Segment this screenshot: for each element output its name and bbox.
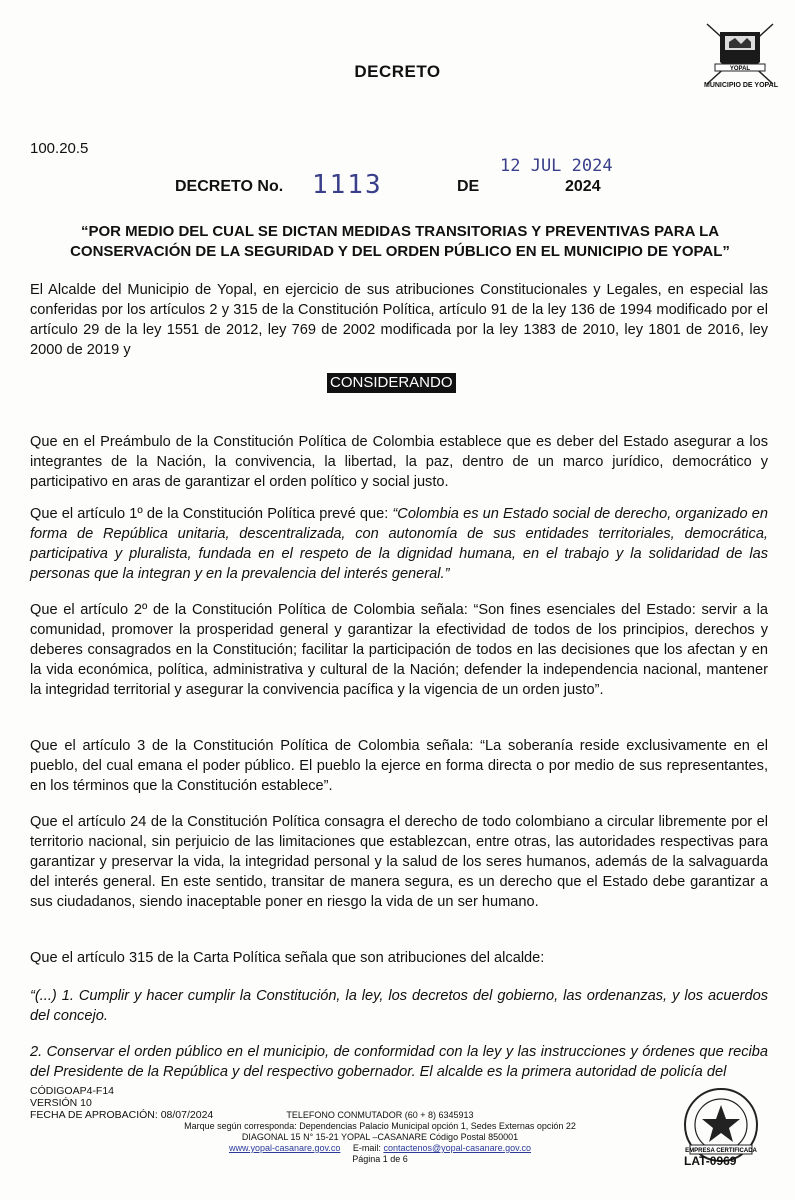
paragraph-articulo-24: Que el artículo 24 de la Constitución Política consagra el derecho de todo colombiano a circular libremente por el territorio nacional, sin perjuicio de las limitaciones que establezcan, entre otras, las autoridades respectivas para garantizar y preservar la vida, la integridad personal y la salud de los seres humanos, además de la salvaguarda del interés general. En este sentido, transitar de manera segura, es un derecho que el Estado debe garantizar a sus ciudadanos, siendo inaceptable poner en riesgo la vida de un ser humano.	[30, 814, 768, 910]
paragraph-articulo-1-lead: Que el artículo 1º de la Constitución Política prevé que:	[30, 506, 393, 522]
footer-version: VERSIÓN 10	[30, 1097, 92, 1109]
footer-direccion: DIAGONAL 15 N° 15-21 YOPAL –CASANARE Código Postal 850001	[241, 1132, 519, 1142]
footer-marque: Marque según corresponda: Dependencias Palacio Municipal opción 1, Sedes Externas opción 22	[184, 1121, 576, 1131]
paragraph-articulo-315: Que el artículo 315 de la Carta Política señala que son atribuciones del alcalde:	[30, 950, 545, 966]
paragraph-numeral-1: “(...) 1. Cumplir y hacer cumplir la Constitución, la ley, los decretos del gobierno, las ordenanzas, y los acuerdos del concejo.	[30, 988, 768, 1024]
subject-line-1: “POR MEDIO DEL CUAL SE DICTAN MEDIDAS TRANSITORIAS Y PREVENTIVAS PARA LA	[80, 223, 720, 240]
footer-fecha: FECHA DE APROBACIÓN: 08/07/2024	[30, 1109, 214, 1121]
stamp-date: 12 JUL 2024	[500, 156, 613, 176]
intro-paragraph: El Alcalde del Municipio de Yopal, en ejercicio de sus atribuciones Constitucionales y Legales, en especial las conferidas por los artículos 2 y 315 de la Constitución Política, artículo 91 de la ley 136 de 1994 modificado por el artículo 29 de la ley 1551 de 2012, ley 769 de 2002 modificada por la ley 1383 de 2010, ley 1801 de 2016, ley 2000 de 2019 y	[30, 282, 768, 358]
considerando-heading: CONSIDERANDO	[327, 373, 456, 393]
paragraph-articulo-3: Que el artículo 3 de la Constitución Política de Colombia señala: “La soberanía reside exclusivamente en el pueblo, del cual emana el poder público. El pueblo la ejerce en forma directa o por medio de sus representantes, en los términos que la Constitución establece”.	[30, 738, 768, 794]
footer-pagina: Página 1 de 6	[352, 1154, 408, 1164]
footer-email-link[interactable]: contactenos@yopal-casanare.gov.co	[383, 1143, 531, 1153]
decree-year: 2024	[565, 178, 601, 195]
footer-telefono: TELEFONO CONMUTADOR (60 + 8) 6345913	[286, 1110, 474, 1120]
decree-label: DECRETO No.	[175, 178, 284, 195]
document-code: 100.20.5	[30, 140, 89, 157]
paragraph-numeral-2: 2. Conservar el orden público en el municipio, de conformidad con la ley y las instrucciones y órdenes que reciba del Presidente de la República y del respectivo gobernador. El alcalde es la primera autoridad de policía del	[30, 1044, 768, 1080]
certification-code: LAT-0969	[684, 1154, 737, 1168]
de-label: DE	[457, 178, 480, 195]
paragraph-articulo-1-quote: “Colombia es un Estado social de derecho, organizado en forma de República unitaria, descentralizada, con autonomía de sus entidades territoriales, democrática, participativa y pluralista, fundada en el respeto de la dignidad humana, en el trabajo y la solidaridad de las personas que la integran y en la prevalencia del interés general.”	[30, 506, 768, 582]
paragraph-articulo-1	[30, 504, 768, 584]
seal-text: EMPRESA CERTIFICADA	[685, 1148, 757, 1154]
paragraph-articulo-2: Que el artículo 2º de la Constitución Política de Colombia señala: “Son fines esenciales del Estado: servir a la comunidad, promover la prosperidad general y garantizar la efectividad de todos de los principios, derechos y deberes consagrados en la Constitución; facilitar la participación de todos en las decisiones que los afectan y en la vida económica, política, administrativa y cultural de la Nación; defender la independencia nacional, mantener la integridad territorial y asegurar la convivencia pacífica y la vigencia de un orden justo”.	[30, 602, 768, 698]
page-title: DECRETO	[354, 62, 441, 81]
subject-line-2: CONSERVACIÓN DE LA SEGURIDAD Y DEL ORDEN PÚBLICO EN EL MUNICIPIO DE YOPAL”	[70, 243, 730, 260]
footer-codigo: CÓDIGOAP4-F14	[30, 1085, 115, 1097]
logo-banner-text: YOPAL	[729, 66, 751, 72]
footer-contact-line	[170, 1143, 590, 1154]
footer-web-link[interactable]: www.yopal-casanare.gov.co	[229, 1143, 341, 1153]
footer-email-label: E-mail:	[352, 1143, 381, 1153]
decree-number: 1113	[312, 170, 383, 200]
logo-label: MUNICIPIO DE YOPAL	[703, 82, 779, 89]
paragraph-preambulo: Que en el Preámbulo de la Constitución Política de Colombia establece que es deber del Estado asegurar a los integrantes de la Nación, la convivencia, la libertad, la paz, dentro de un marco jurídico, democrático y participativo en aras de garantizar el orden político y social justo.	[30, 434, 768, 490]
footer-center	[170, 1110, 590, 1165]
decree-subject	[30, 222, 770, 262]
